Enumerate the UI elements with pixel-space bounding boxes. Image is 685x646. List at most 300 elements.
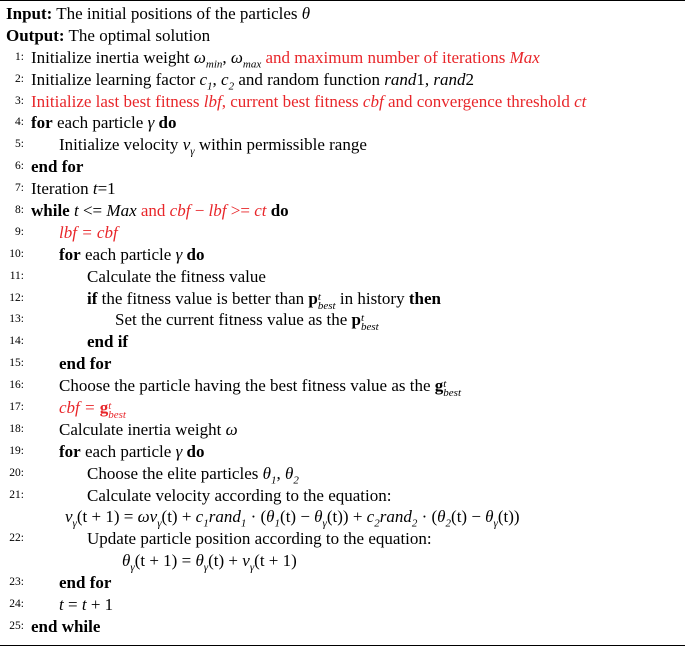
segment-text: if xyxy=(87,288,98,308)
segment-text: (t)) + xyxy=(326,507,367,527)
segment-text: θ xyxy=(195,551,204,571)
text-segment xyxy=(254,551,297,570)
segment-text: p xyxy=(351,310,361,330)
segment-text: rand xyxy=(384,69,417,89)
segment-text: Update particle position according to the equation: xyxy=(87,529,432,549)
math-symbol xyxy=(254,201,266,220)
line-number: 17: xyxy=(9,401,24,414)
math-symbol xyxy=(199,69,213,93)
text-segment xyxy=(59,376,435,395)
keyword xyxy=(59,354,111,373)
segment-text: do xyxy=(186,244,205,264)
math-symbol xyxy=(485,507,498,530)
segment-text: ω xyxy=(193,47,206,67)
text-segment xyxy=(327,507,367,526)
keyword xyxy=(351,310,379,334)
subscript: 2 xyxy=(374,517,380,530)
text-segment xyxy=(451,507,485,526)
text-segment xyxy=(246,507,266,526)
segment-text: (t)) xyxy=(497,507,520,527)
line-text xyxy=(59,572,111,594)
subscript: γ xyxy=(493,517,498,530)
subscript: best xyxy=(443,387,462,400)
algorithm-line xyxy=(0,134,685,156)
line-text xyxy=(87,288,441,311)
segment-text: each particle xyxy=(80,441,176,461)
segment-text: rand xyxy=(208,507,241,527)
segment-text: θ xyxy=(437,507,446,527)
line-text xyxy=(31,200,289,222)
keyword xyxy=(31,113,53,132)
line-number: 25: xyxy=(9,619,24,632)
math-symbol xyxy=(204,92,222,111)
segment-text: for xyxy=(31,113,53,133)
segment-text: Max xyxy=(106,201,137,221)
math-symbol xyxy=(437,507,452,530)
subscript: 1 xyxy=(270,474,277,487)
algorithm-line xyxy=(0,309,685,334)
segment-text: 1, xyxy=(416,69,434,89)
keyword xyxy=(271,201,289,220)
line-text xyxy=(65,506,520,528)
text-segment xyxy=(416,70,433,89)
keyword xyxy=(409,289,441,308)
algorithm-line xyxy=(0,288,685,310)
text-segment xyxy=(222,48,231,67)
text-segment xyxy=(213,70,222,89)
segment-text: The initial positions of the particles xyxy=(52,4,302,23)
segment-text: <= xyxy=(78,201,107,221)
segment-text: c xyxy=(366,507,375,527)
text-segment xyxy=(261,48,509,67)
segment-text: Initialize velocity xyxy=(59,135,183,155)
segment-text: the fitness value is better than xyxy=(97,288,309,308)
math-symbol xyxy=(65,507,77,530)
segment-text: Choose the particle having the best fitness value as the xyxy=(59,376,435,396)
text-segment xyxy=(31,179,93,198)
segment-text: , xyxy=(276,463,285,483)
math-symbol xyxy=(314,507,327,530)
subscript: 2 xyxy=(411,517,418,530)
line-text xyxy=(59,375,461,398)
line-number: 12: xyxy=(9,291,24,304)
text-segment xyxy=(135,551,196,570)
segment-text: while xyxy=(31,201,70,221)
line-text xyxy=(59,244,205,266)
subscript: γ xyxy=(322,517,327,530)
text-segment xyxy=(336,289,409,308)
segment-text: rand xyxy=(379,507,412,527)
text-segment xyxy=(59,135,183,154)
segment-text: , xyxy=(222,47,231,67)
segment-text: =1 xyxy=(97,179,116,199)
text-segment xyxy=(31,70,200,89)
subscript: 2 xyxy=(445,517,452,530)
math-symbol xyxy=(59,223,118,242)
line-number: 7: xyxy=(15,182,24,195)
segment-text: + 1 xyxy=(86,595,114,615)
keyword xyxy=(6,4,52,23)
subscript: 2 xyxy=(293,474,299,487)
segment-text: θ xyxy=(262,463,271,483)
line-text xyxy=(59,441,205,463)
segment-text: for xyxy=(59,244,81,264)
algorithm-line xyxy=(0,112,685,134)
keyword xyxy=(31,157,83,176)
math-symbol xyxy=(363,92,384,111)
text-segment xyxy=(115,310,352,329)
algorithm-line xyxy=(0,156,685,178)
algorithm-line xyxy=(0,485,685,507)
segment-text: and xyxy=(136,201,170,221)
subscript: max xyxy=(242,58,262,71)
segment-text: end while xyxy=(31,616,101,636)
segment-text: − xyxy=(190,201,209,221)
segment-text: ct xyxy=(574,91,587,111)
math-symbol xyxy=(433,70,465,89)
superscript: t xyxy=(360,312,365,325)
segment-text: within permissible range xyxy=(194,135,367,155)
keyword xyxy=(31,617,100,636)
segment-text: v xyxy=(182,135,191,155)
text-segment xyxy=(234,70,384,89)
line-text xyxy=(59,594,113,616)
segment-text: g xyxy=(434,376,444,396)
text-segment xyxy=(280,507,314,526)
keyword xyxy=(31,201,70,220)
segment-text: t xyxy=(81,595,87,615)
line-number: 21: xyxy=(9,488,24,501)
line-text xyxy=(115,309,379,332)
math-symbol xyxy=(106,201,136,220)
subscript: γ xyxy=(203,561,209,574)
superscript-subscript xyxy=(361,314,379,332)
segment-text: θ xyxy=(301,4,311,23)
algorithm-line xyxy=(0,91,685,113)
segment-text: Initialize last best fitness xyxy=(31,91,204,111)
segment-text: , current best fitness xyxy=(221,91,363,111)
segment-text: Calculate velocity according to the equation: xyxy=(87,485,392,505)
algorithm-line xyxy=(0,266,685,288)
line-number: 1: xyxy=(15,50,24,63)
math-symbol xyxy=(59,398,100,417)
algorithm-line xyxy=(0,397,685,422)
line-number: 14: xyxy=(9,335,24,348)
segment-text: ω xyxy=(225,419,238,439)
keyword xyxy=(434,376,462,400)
segment-text: c xyxy=(195,507,204,527)
line-number: 19: xyxy=(9,444,24,457)
line-text xyxy=(87,463,299,485)
text-segment xyxy=(81,245,176,264)
segment-text: do xyxy=(186,441,205,461)
subscript: γ xyxy=(72,517,77,530)
line-text xyxy=(59,397,126,420)
line-number: 24: xyxy=(9,598,24,611)
segment-text: Calculate inertia weight xyxy=(59,419,226,439)
line-number: 8: xyxy=(15,204,24,217)
subscript: 1 xyxy=(240,517,247,530)
text-segment xyxy=(81,442,176,461)
math-symbol xyxy=(574,92,586,111)
math-symbol xyxy=(182,135,195,158)
math-symbol xyxy=(284,463,299,487)
math-symbol xyxy=(195,507,209,530)
math-symbol xyxy=(122,551,135,574)
algorithm-line xyxy=(0,463,685,485)
algorithm-line xyxy=(0,441,685,463)
algorithm-line xyxy=(0,572,685,594)
text-segment xyxy=(384,92,574,111)
text-segment xyxy=(59,420,226,439)
segment-text: each particle xyxy=(52,113,148,133)
segment-text: do xyxy=(270,201,289,221)
algorithm-line xyxy=(0,47,685,69)
segment-text: (t + 1) xyxy=(254,551,297,571)
segment-text: t xyxy=(59,595,64,615)
segment-text: The optimal solution xyxy=(64,25,211,45)
keyword xyxy=(6,26,65,45)
segment-text: Calculate the fitness value xyxy=(87,266,266,286)
algorithm-line xyxy=(0,616,685,638)
keyword xyxy=(187,245,205,264)
text-segment xyxy=(52,4,301,23)
line-text xyxy=(31,91,586,113)
text-segment xyxy=(137,201,170,220)
segment-text: and maximum number of iterations xyxy=(261,47,510,67)
line-text xyxy=(31,112,177,134)
line-text xyxy=(31,178,116,200)
text-segment xyxy=(162,507,196,526)
text-segment xyxy=(498,507,520,526)
line-text xyxy=(59,353,111,375)
segment-text: c xyxy=(221,69,229,89)
segment-text: Set the current fitness value as the xyxy=(115,310,352,330)
math-symbol xyxy=(302,4,310,23)
segment-text: t xyxy=(73,201,79,221)
segment-text: Choose the elite particles xyxy=(87,463,263,483)
subscript: γ xyxy=(157,517,162,530)
segment-text: rand xyxy=(433,69,466,89)
superscript: t xyxy=(108,400,112,413)
subscript: best xyxy=(108,409,126,422)
segment-text: c xyxy=(199,69,208,89)
subscript: best xyxy=(317,299,336,312)
line-text xyxy=(31,156,83,178)
algorithm-line xyxy=(0,178,685,200)
segment-text: each particle xyxy=(80,244,176,264)
math-symbol xyxy=(137,507,162,530)
algorithm-line xyxy=(0,244,685,266)
segment-text: do xyxy=(158,113,177,133)
segment-text: Max xyxy=(509,47,540,67)
segment-text: then xyxy=(408,288,441,308)
segment-text: γ xyxy=(175,244,183,264)
line-text xyxy=(122,550,297,572)
superscript-subscript xyxy=(108,402,126,420)
segment-text: , xyxy=(212,69,222,89)
line-number: 3: xyxy=(15,94,24,107)
line-text xyxy=(59,222,118,244)
segment-text: θ xyxy=(485,507,494,527)
segment-text: (t) + xyxy=(208,551,243,571)
segment-text: ωv xyxy=(137,507,158,527)
segment-text: (t + 1) = xyxy=(76,507,138,527)
math-symbol xyxy=(384,70,416,89)
keyword xyxy=(187,442,205,461)
text-segment xyxy=(31,92,204,111)
segment-text: p xyxy=(308,288,318,308)
segment-text: θ xyxy=(122,551,131,571)
line-number: 20: xyxy=(9,466,24,479)
subscript: γ xyxy=(190,145,195,158)
text-segment xyxy=(31,48,194,67)
segment-text: v xyxy=(242,551,250,571)
subscript: min xyxy=(205,58,223,71)
text-segment xyxy=(53,113,148,132)
segment-text: end for xyxy=(59,573,112,593)
text-segment xyxy=(87,595,114,614)
keyword xyxy=(87,332,128,351)
line-number: 10: xyxy=(9,247,24,260)
text-segment xyxy=(77,507,138,526)
text-segment xyxy=(79,201,107,220)
segment-text: and random function xyxy=(234,69,385,89)
line-text xyxy=(6,25,210,47)
subscript: best xyxy=(360,321,379,334)
line-number: 11: xyxy=(9,269,24,282)
segment-text: v xyxy=(65,507,73,527)
text-segment xyxy=(87,486,391,505)
segment-text: ω xyxy=(230,47,243,67)
superscript-subscript xyxy=(317,290,336,312)
keyword xyxy=(59,573,111,592)
text-segment xyxy=(276,464,285,483)
subscript: 2 xyxy=(228,80,235,93)
keyword xyxy=(59,245,81,264)
algorithm-lines xyxy=(0,3,685,638)
subscript: γ xyxy=(249,561,255,574)
line-number: 16: xyxy=(9,379,24,392)
line-number: 15: xyxy=(9,357,24,370)
math-symbol xyxy=(170,201,191,220)
superscript: t xyxy=(443,378,447,391)
algorithm-line xyxy=(0,353,685,375)
segment-text: g xyxy=(99,398,109,418)
text-segment xyxy=(65,26,211,45)
text-segment xyxy=(208,551,242,570)
segment-text: γ xyxy=(147,113,155,133)
keyword xyxy=(308,288,336,312)
segment-text: cbf = xyxy=(59,398,100,418)
line-number: 2: xyxy=(15,72,24,85)
segment-text: for xyxy=(59,441,81,461)
line-text xyxy=(31,69,474,91)
math-symbol xyxy=(366,507,380,530)
math-symbol xyxy=(510,48,540,67)
math-symbol xyxy=(262,463,277,487)
subscript: γ xyxy=(130,561,135,574)
algorithm-line xyxy=(0,528,685,550)
algorithm-line xyxy=(0,419,685,441)
segment-text: t xyxy=(92,179,98,199)
segment-text: and convergence threshold xyxy=(383,91,575,111)
segment-text: Initialize inertia weight xyxy=(31,47,194,67)
text-segment xyxy=(190,201,208,220)
line-text xyxy=(31,47,540,69)
subscript: 1 xyxy=(203,517,209,530)
math-symbol xyxy=(266,507,281,530)
segment-text: = xyxy=(63,595,82,615)
segment-text: ct xyxy=(254,201,267,221)
segment-text: θ xyxy=(284,463,294,483)
text-segment xyxy=(222,92,363,111)
algorithm-line xyxy=(0,550,685,572)
segment-text: lbf = cbf xyxy=(59,222,118,242)
segment-text: >= xyxy=(226,201,255,221)
line-text xyxy=(87,485,391,507)
math-symbol xyxy=(242,551,255,574)
math-symbol xyxy=(230,47,262,71)
line-text xyxy=(87,266,266,288)
text-segment xyxy=(417,507,437,526)
segment-text: 2 xyxy=(465,69,474,89)
text-segment xyxy=(97,289,308,308)
segment-text: · ( xyxy=(246,507,267,527)
math-symbol xyxy=(226,420,238,439)
text-segment xyxy=(87,464,263,483)
segment-text: end for xyxy=(31,157,84,177)
math-symbol xyxy=(193,47,223,71)
line-number: 18: xyxy=(9,422,24,435)
segment-text: lbf xyxy=(208,201,227,221)
line-text xyxy=(59,134,367,156)
line-text xyxy=(6,3,310,25)
line-number: 5: xyxy=(15,138,24,151)
segment-text: in history xyxy=(335,288,409,308)
algorithm-line xyxy=(0,506,685,528)
algorithm-line xyxy=(0,331,685,353)
line-number: 23: xyxy=(9,576,24,589)
superscript: t xyxy=(317,290,321,303)
keyword xyxy=(59,442,81,461)
segment-text: Input: xyxy=(6,4,53,23)
superscript-subscript xyxy=(443,380,461,398)
math-symbol xyxy=(221,69,235,93)
keyword xyxy=(87,289,97,308)
segment-text: γ xyxy=(175,441,183,461)
line-text xyxy=(87,528,432,550)
subscript: 1 xyxy=(207,80,213,93)
segment-text: end for xyxy=(59,354,112,374)
algorithm-line xyxy=(0,375,685,400)
subscript: 1 xyxy=(274,517,281,530)
line-number: 4: xyxy=(15,116,24,129)
segment-text: (t) − xyxy=(451,507,486,527)
algorithm-line xyxy=(0,3,685,25)
segment-text: lbf xyxy=(203,91,222,111)
segment-text: θ xyxy=(314,507,323,527)
line-number: 9: xyxy=(15,225,24,238)
text-segment xyxy=(98,179,116,198)
segment-text: (t) − xyxy=(280,507,315,527)
segment-text: (t + 1) = xyxy=(134,551,196,571)
segment-text: θ xyxy=(266,507,275,527)
line-text xyxy=(87,331,128,353)
math-symbol xyxy=(379,507,418,530)
segment-text: Iteration xyxy=(31,179,93,199)
keyword xyxy=(99,398,126,422)
